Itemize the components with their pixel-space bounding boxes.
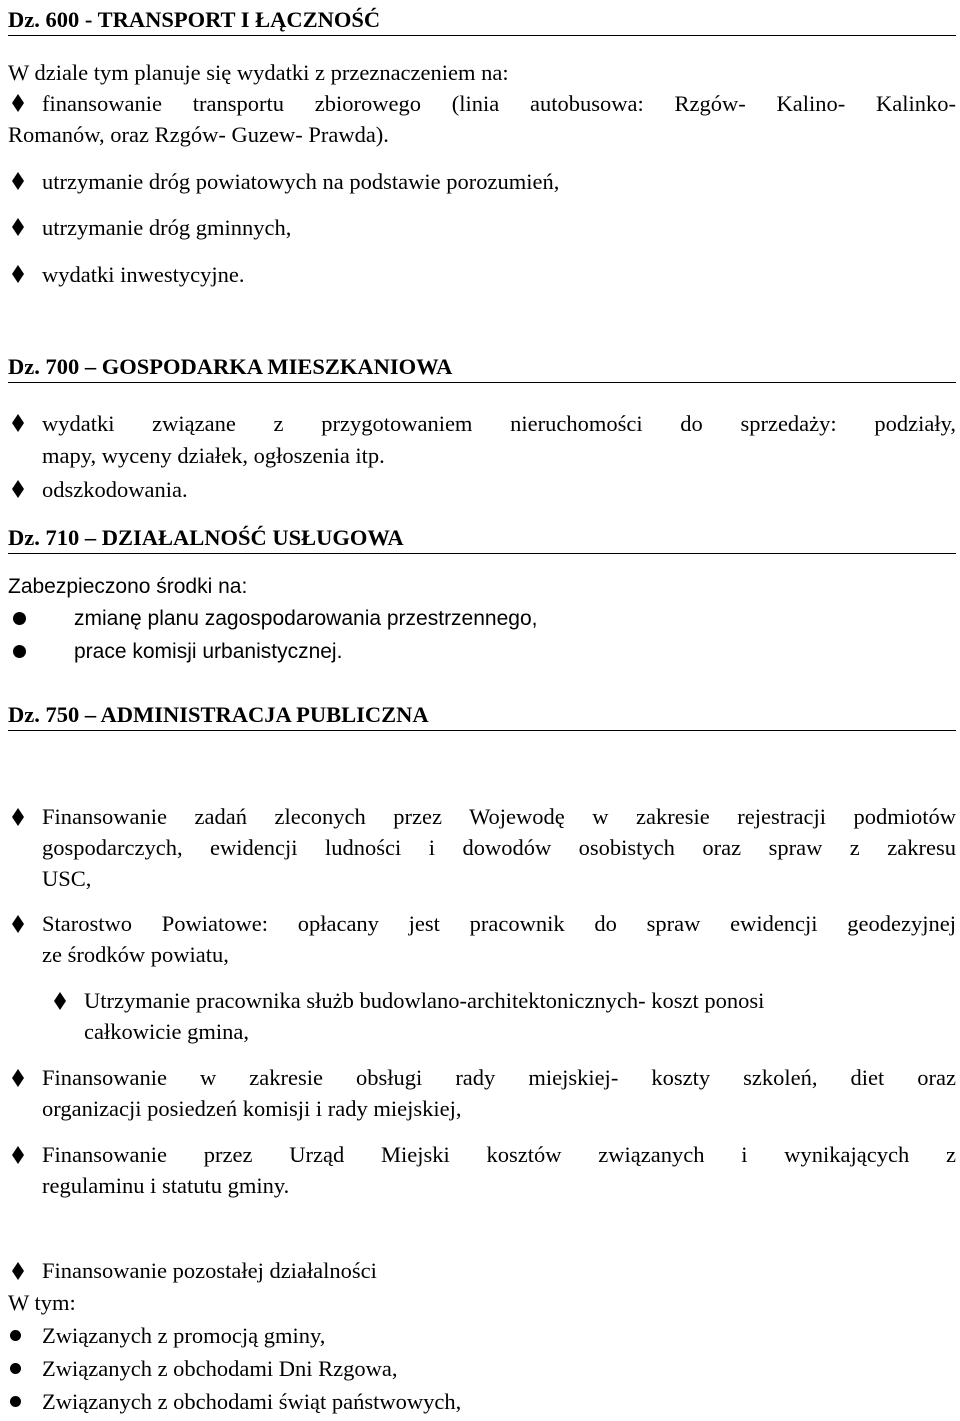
- list-item-line: Finansowanie w zakresie obsługi rady miejskiej- koszty szkoleń, diet oraz: [42, 1065, 956, 1090]
- list-item-line: całkowicie gmina,: [84, 1019, 249, 1044]
- diamond-bullet-icon: [10, 1068, 26, 1088]
- diamond-bullet-icon: [52, 991, 68, 1011]
- list-item-line: Związanych z promocją gminy,: [42, 1323, 326, 1348]
- list-item-line: organizacji posiedzeń komisji i rady miejskiej,: [42, 1096, 462, 1121]
- list-item-line: utrzymanie dróg powiatowych na podstawie porozumień,: [42, 169, 560, 194]
- list-item-line: mapy, wyceny działek, ogłoszenia itp.: [42, 443, 385, 468]
- round-bullet-icon: [10, 1396, 21, 1407]
- diamond-bullet-icon: [10, 1145, 26, 1165]
- section-750-subintro: W tym:: [8, 1290, 76, 1315]
- diamond-bullet-icon: [10, 914, 26, 934]
- list-item-line: wydatki inwestycyjne.: [42, 262, 245, 287]
- list-item-line: finansowanie transportu zbiorowego (linia autobusowa: Rzgów- Kalino- Kalinko-: [42, 91, 956, 116]
- diamond-bullet-icon: [10, 479, 26, 499]
- list-item-line: regulaminu i statutu gminy.: [42, 1173, 290, 1198]
- round-bullet-icon: [10, 1363, 21, 1374]
- diamond-bullet-icon: [10, 807, 26, 827]
- list-item-line: wydatki związane z przygotowaniem nieruchomości do sprzedaży: podziały,: [42, 411, 956, 436]
- section-750-heading: Dz. 750 – ADMINISTRACJA PUBLICZNA: [8, 699, 956, 731]
- diamond-bullet-icon: [10, 413, 26, 433]
- diamond-bullet-icon: [10, 264, 26, 284]
- list-item-line: gospodarczych, ewidencji ludności i dowodów osobistych oraz spraw z zakresu: [42, 835, 956, 860]
- list-item-line: utrzymanie dróg gminnych,: [42, 215, 292, 240]
- diamond-bullet-icon: [10, 217, 26, 237]
- diamond-bullet-icon: [10, 1261, 26, 1281]
- list-item-line: Utrzymanie pracownika służb budowlano-architektonicznych- koszt ponosi: [84, 988, 765, 1013]
- diamond-bullet-icon: [10, 171, 26, 191]
- list-item-line: odszkodowania.: [42, 477, 188, 502]
- round-bullet-icon: [10, 1330, 21, 1341]
- section-600-heading: Dz. 600 - TRANSPORT I ŁĄCZNOŚĆ: [8, 4, 956, 36]
- section-700-heading: Dz. 700 – GOSPODARKA MIESZKANIOWA: [8, 351, 956, 383]
- list-item-line: Związanych z obchodami Dni Rzgowa,: [42, 1356, 398, 1381]
- diamond-bullet-icon: [10, 93, 26, 113]
- round-bullet-icon: [13, 612, 26, 625]
- list-item-line: Finansowanie zadań zleconych przez Wojewodę w zakresie rejestracji podmiotów: [42, 804, 956, 829]
- list-item-line: Finansowanie pozostałej działalności: [42, 1258, 377, 1283]
- round-bullet-icon: [13, 645, 26, 658]
- section-600-intro: W dziale tym planuje się wydatki z przeznaczeniem na:: [8, 60, 509, 85]
- list-item-line: Związanych z obchodami świąt państwowych,: [42, 1389, 462, 1414]
- list-item-line: zmianę planu zagospodarowania przestrzennego,: [74, 607, 538, 630]
- list-item-line: Starostwo Powiatowe: opłacany jest pracownik do spraw ewidencji geodezyjnej: [42, 911, 956, 936]
- list-item-line: prace komisji urbanistycznej.: [74, 640, 343, 663]
- section-710-intro: Zabezpieczono środki na:: [8, 575, 248, 598]
- list-item-line: ze środków powiatu,: [42, 942, 229, 967]
- section-710-heading: Dz. 710 – DZIAŁALNOŚĆ USŁUGOWA: [8, 522, 956, 554]
- list-item-line: USC,: [42, 866, 92, 891]
- list-item-line: Finansowanie przez Urząd Miejski kosztów związanych i wynikających z: [42, 1142, 956, 1167]
- list-item-line: Romanów, oraz Rzgów- Guzew- Prawda).: [8, 122, 389, 147]
